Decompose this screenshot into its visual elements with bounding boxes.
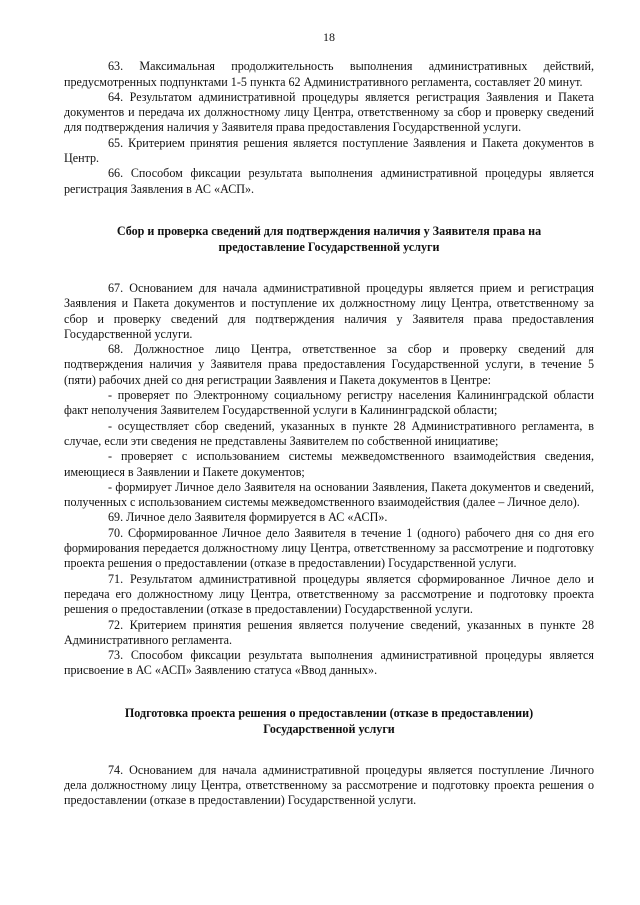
section-heading-decision-draft: Подготовка проекта решения о предоставлении (отказе в предоставлении) Государственной услуги [124,705,534,736]
paragraph-63: 63. Максимальная продолжительность выполнения административных действий, предусмотренных подпунктами 1-5 пункта 62 Административного регламента, составляет 20 минут. [64,59,594,89]
paragraph-72: 72. Критерием принятия решения является получение сведений, указанных в пункте 28 Административного регламента. [64,617,594,647]
paragraph-74: 74. Основанием для начала административной процедуры является поступление Личного дела должностному лицу Центра, ответственному за рассмотрение и подготовку проекта решения о предоставлении (отказе в предоставлении) Государственной услуги. [64,762,594,808]
paragraph-64: 64. Результатом административной процедуры является регистрация Заявления и Пакета документов и передача их должностному лицу Центра, ответственному за сбор и проверку сведений для подтверждения наличия у Заявителя права предоставления Государственной услуги. [64,89,594,135]
paragraph-69: 69. Личное дело Заявителя формируется в АС «АСП». [108,510,388,525]
paragraph-67: 67. Основанием для начала административной процедуры является прием и регистрация Заявления и Пакета документов и поступление их должностному лицу Центра, ответственному за сбор и проверку сведений для подтверждения наличия у Заявителя права предоставления Государственной услуги. [64,280,594,341]
paragraph-73: 73. Способом фиксации результата выполнения административной процедуры является присвоение в АС «АСП» Заявлению статуса «Ввод данных». [64,648,594,678]
paragraph-71: 71. Результатом административной процедуры является сформированное Личное дело и передача его должностному лицу Центра, ответственному за рассмотрение и подготовку проекта решения о предоставлении (отказе в предоставлении) Государственной услуги. [64,571,594,617]
list-item-68-4: - формирует Личное дело Заявителя на основании Заявления, Пакета документов и сведений, полученных с использованием системы межведомственного взаимодействия (далее – Личное дело). [64,479,594,510]
list-item-68-3: - проверяет с использованием системы межведомственного взаимодействия сведения, имеющиеся в Заявлении и Пакете документов; [64,449,594,479]
paragraph-65: 65. Критерием принятия решения является поступление Заявления и Пакета документов в Центр. [64,135,594,166]
page-number: 18 [323,30,335,44]
list-item-68-2: - осуществляет сбор сведений, указанных в пункте 28 Административного регламента, в случае, если эти сведения не представлены Заявителем по собственной инициативе; [64,418,594,448]
paragraph-66: 66. Способом фиксации результата выполнения административной процедуры является регистрация Заявления в АС «АСП». [64,166,594,196]
paragraph-70: 70. Сформированное Личное дело Заявителя в течение 1 (одного) рабочего дня со дня его формирования передается должностному лицу Центра, ответственному за рассмотрение и подготовку проекта решения о предоставлении (отказе в предоставлении) Государственной услуги. [64,525,594,571]
section-heading-data-collection: Сбор и проверка сведений для подтверждения наличия у Заявителя права на предоставление Государственной услуги [116,223,542,254]
paragraph-68: 68. Должностное лицо Центра, ответственное за сбор и проверку сведений для подтверждения наличия у Заявителя права предоставления Государственной услуги, в течение 5 (пяти) рабочих дней со дня регистрации Заявления и Пакета документов в Центре: [64,342,594,387]
list-item-68-1: - проверяет по Электронному социальному регистру населения Калининградской области факт неполучения Заявителем Государственной услуги в Калининградской области; [64,388,594,418]
